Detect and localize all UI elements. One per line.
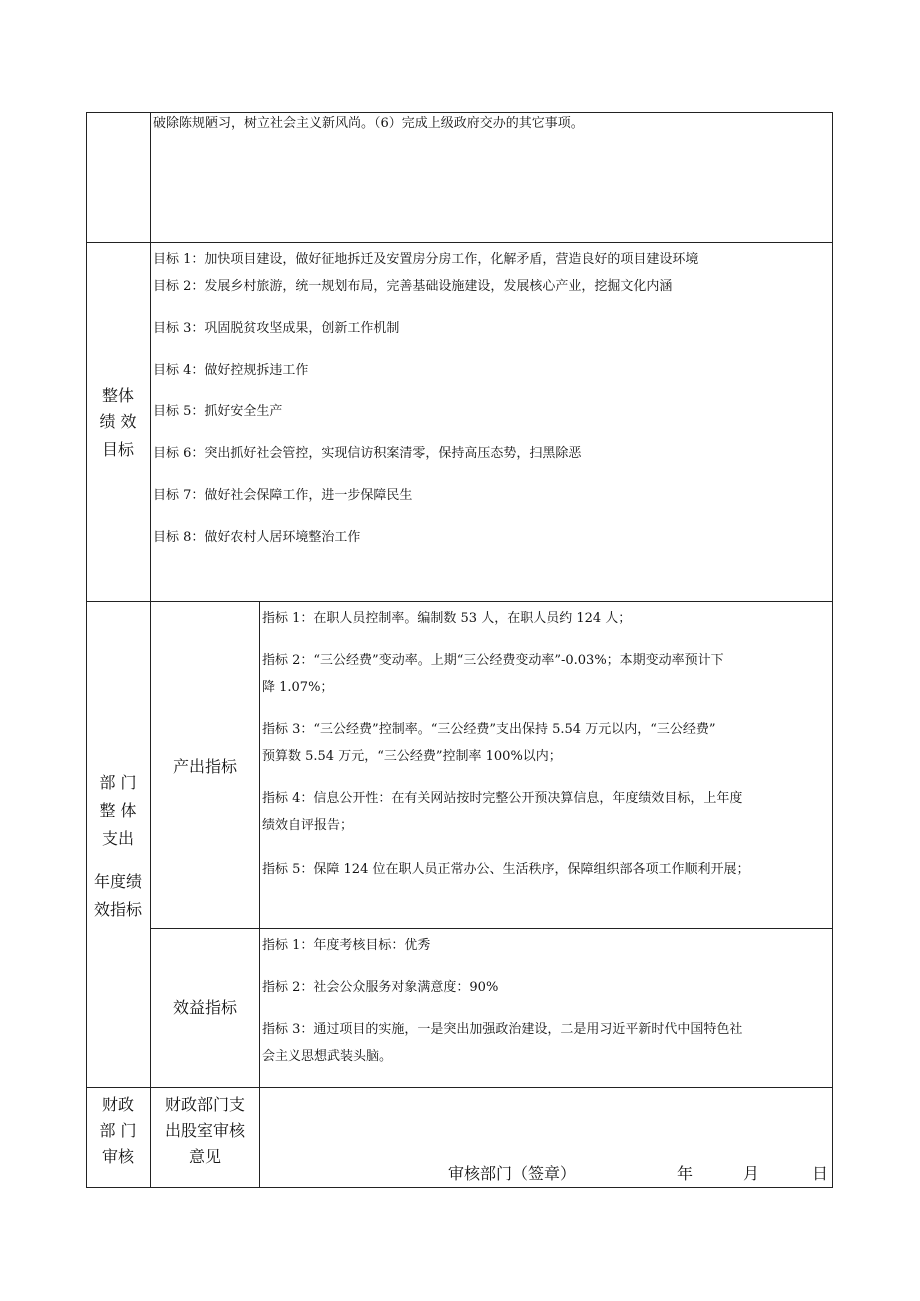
goal-item: 目标 5：抓好安全生产 (153, 404, 283, 419)
label-line: 审核 (101, 1147, 134, 1166)
label-line: 整 体 (99, 801, 137, 820)
sign-label: 审核部门（签章） (448, 1164, 577, 1183)
indicator-line: 指标 1：年度考核目标：优秀 (262, 938, 431, 953)
goal-item: 目标 1：加快项目建设，做好征地拆迁及安置房分房工作，化解矛盾，营造良好的项目建设环境 (153, 252, 699, 267)
goal-item: 目标 7：做好社会保障工作，进一步保障民生 (153, 488, 413, 503)
label-line: 效指标 (93, 900, 142, 919)
rule (86, 601, 833, 602)
goal-item: 目标 2：发展乡村旅游，统一规划布局，完善基础设施建设，发展核心产业，挖掘文化内涵 (153, 279, 673, 294)
date-day: 日 (812, 1164, 829, 1183)
goal-item: 目标 8：做好农村人居环境整治工作 (153, 530, 361, 545)
label-line: 部 门 (99, 773, 137, 792)
label-line: 意见 (188, 1147, 221, 1166)
label-line: 支出 (101, 829, 134, 848)
label-line: 财政 (101, 1095, 134, 1114)
indicator-line: 指标 3：通过项目的实施，一是突出加强政治建设，二是用习近平新时代中国特色社 (262, 1022, 743, 1037)
benefit-indicator-label: 效益指标 (172, 998, 237, 1017)
indicator-line: 指标 2：“三公经费”变动率。上期“三公经费变动率”-0.03%；本期变动率预计下 (262, 653, 724, 668)
indicator-line: 降 1.07%； (262, 680, 334, 695)
label-line: 整体 (101, 386, 134, 405)
rule (86, 112, 833, 113)
rule (150, 112, 151, 1188)
rule (86, 242, 833, 243)
rule (86, 1087, 833, 1088)
indicator-line: 预算数 5.54 万元，“三公经费”控制率 100%以内； (262, 749, 562, 764)
label-line: 财政部门支 (164, 1095, 245, 1114)
rule (259, 601, 260, 1188)
indicator-line: 指标 3：“三公经费”控制率。“三公经费”支出保持 5.54 万元以内，“三公经费” (262, 722, 716, 737)
goal-item: 目标 6：突出抓好社会管控，实现信访积案清零，保持高压态势，扫黑除恶 (153, 446, 582, 461)
indicator-line: 指标 2：社会公众服务对象满意度：90% (262, 980, 499, 995)
date-year: 年 (677, 1164, 694, 1183)
rule (832, 112, 833, 1188)
rule (86, 1187, 833, 1188)
label-line: 部 门 (99, 1121, 137, 1140)
label-line: 目标 (101, 440, 134, 459)
goal-item: 目标 3：巩固脱贫攻坚成果，创新工作机制 (153, 321, 400, 336)
indicator-line: 指标 1：在职人员控制率。编制数 53 人，在职人员约 124 人； (262, 611, 632, 626)
output-indicator-label: 产出指标 (172, 757, 237, 776)
rule (150, 928, 833, 929)
label-line: 年度绩 (93, 872, 142, 891)
indicator-line: 绩效自评报告； (262, 818, 354, 833)
indicator-line: 指标 5：保障 124 位在职人员正常办公、生活秩序，保障组织部各项工作顺利开展； (262, 862, 750, 877)
date-month: 月 (743, 1164, 760, 1183)
rule (86, 112, 87, 1188)
indicator-line: 会主义思想武装头脑。 (262, 1049, 393, 1064)
goal-item: 目标 4：做好控规拆违工作 (153, 363, 309, 378)
label-line: 绩 效 (99, 412, 137, 431)
indicator-line: 指标 4：信息公开性：在有关网站按时完整公开预决算信息，年度绩效目标，上年度 (262, 791, 743, 806)
label-line: 出股室审核 (164, 1121, 245, 1140)
row1-text: 破除陈规陋习，树立社会主义新风尚。（6）完成上级政府交办的其它事项。 (153, 116, 584, 131)
